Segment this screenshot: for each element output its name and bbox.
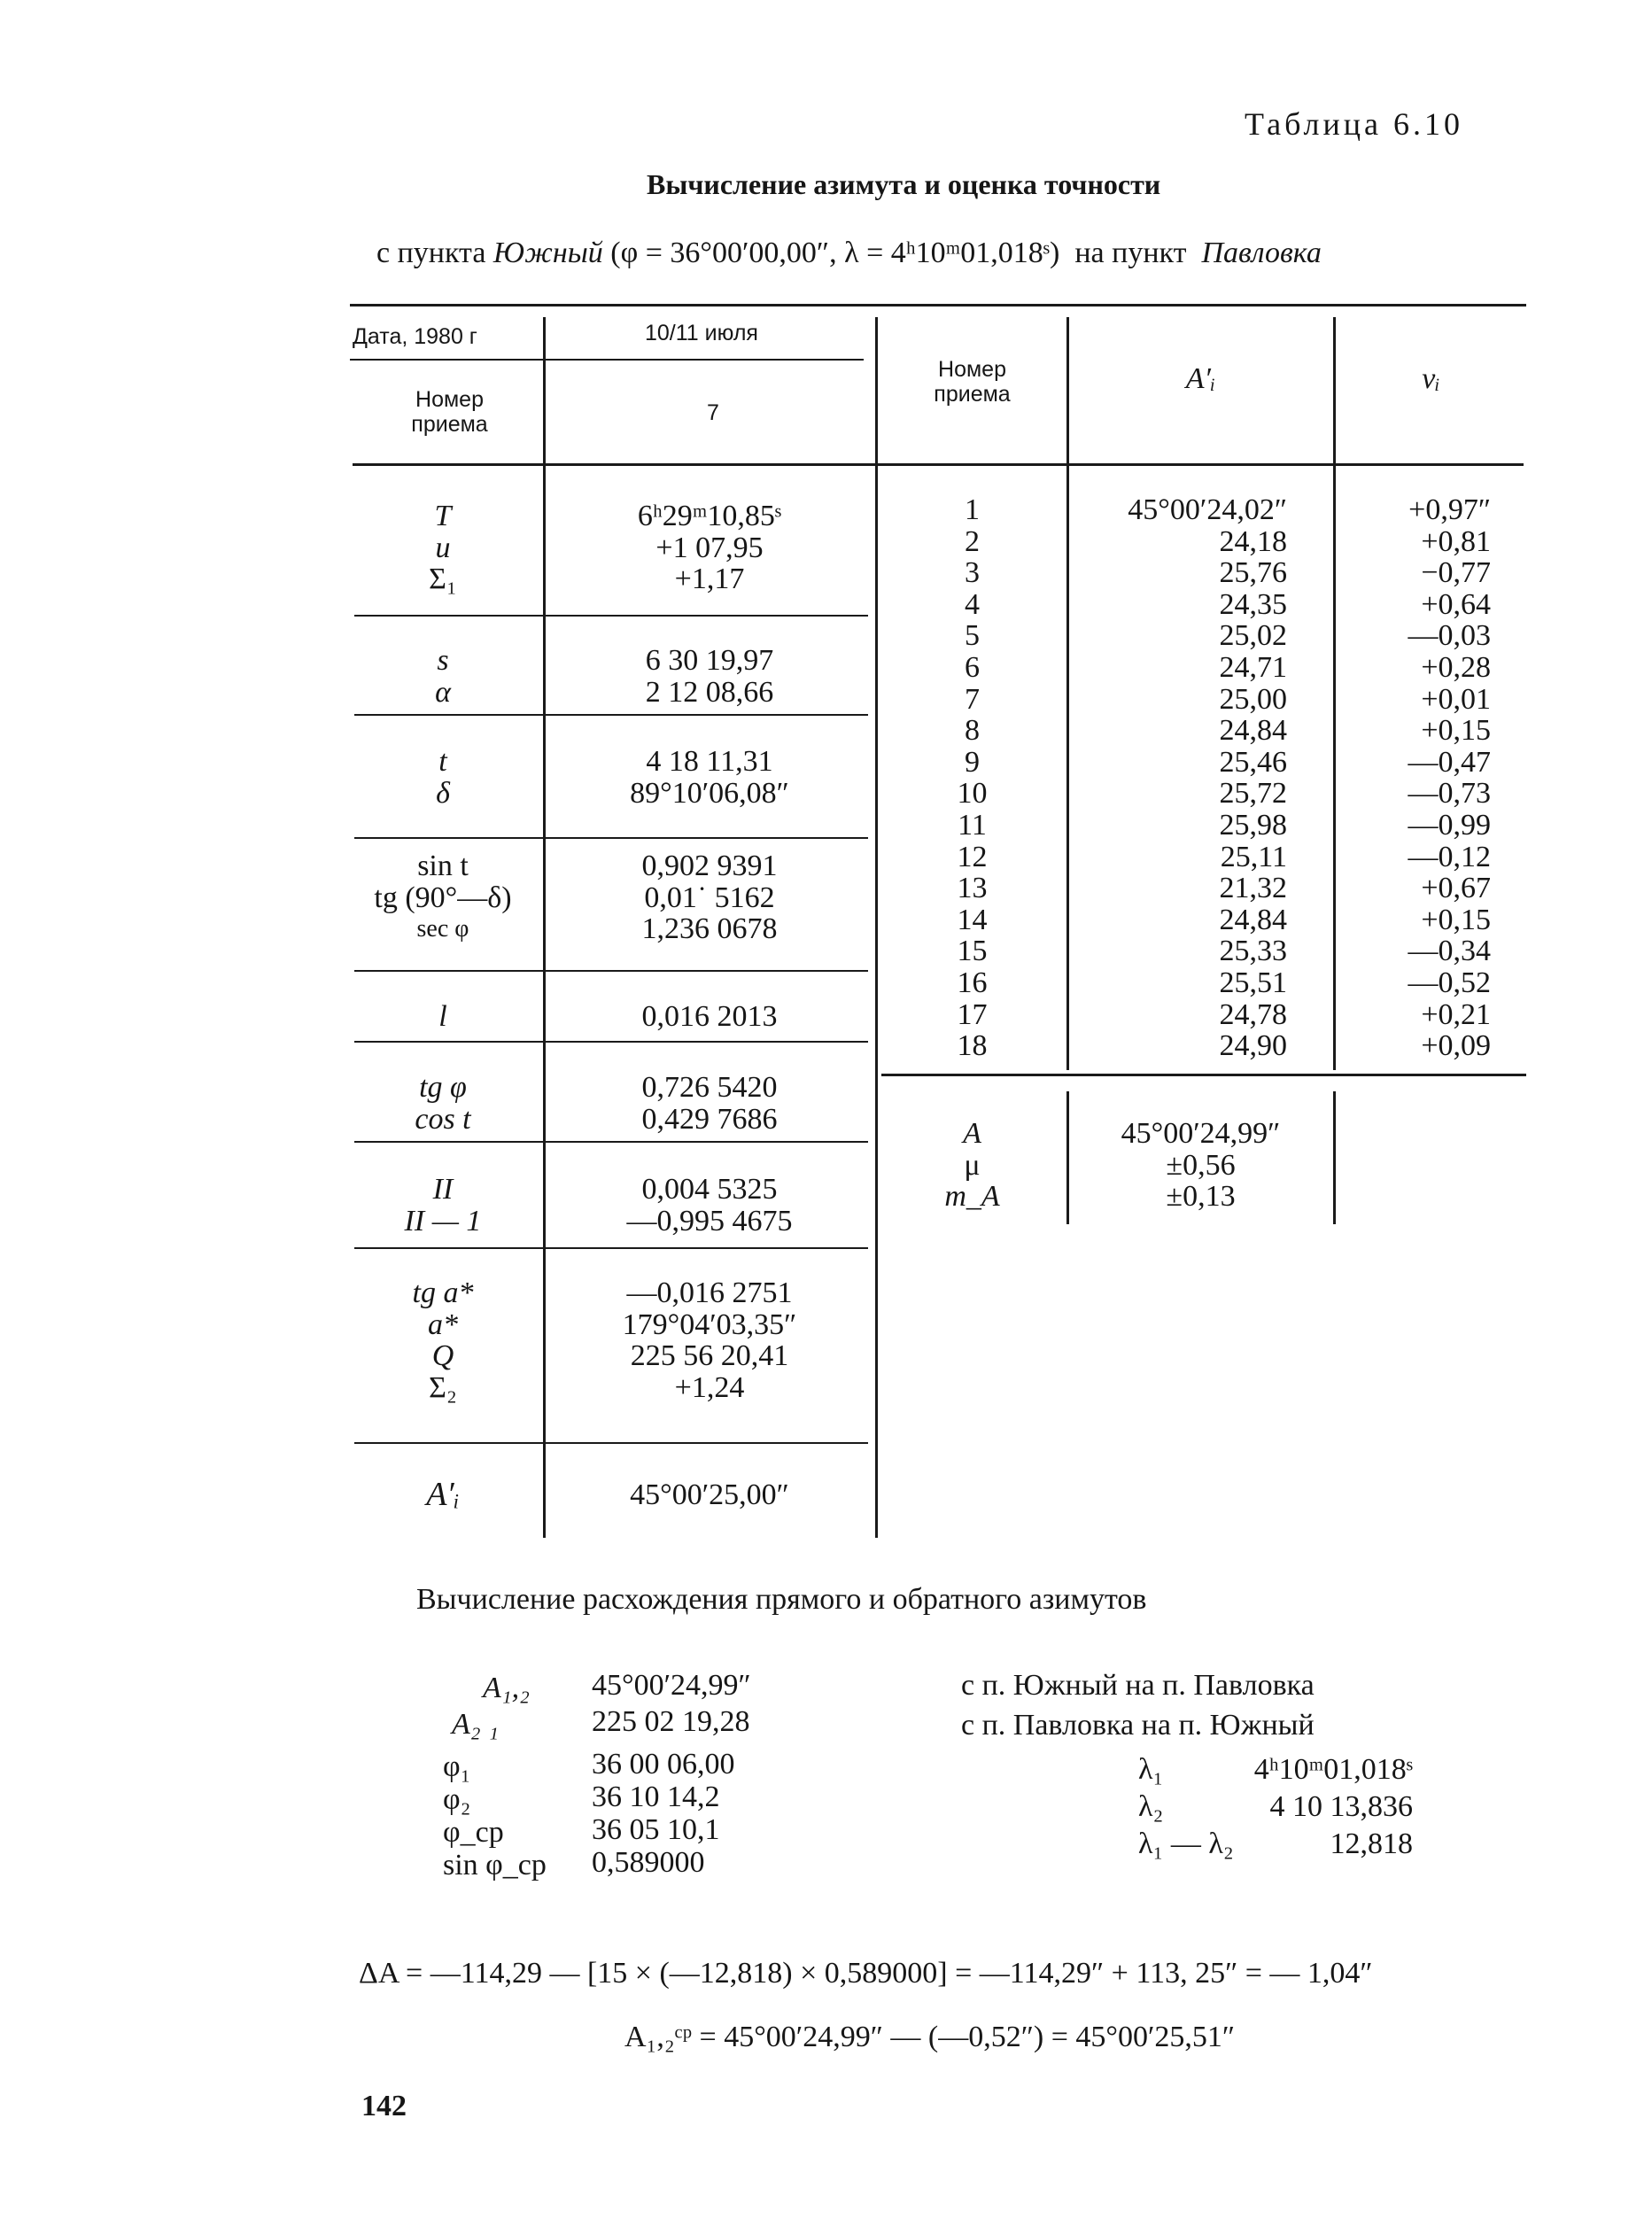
right-reception-header: Номер приема: [934, 357, 1011, 407]
left-values-g4: 0,016 2013: [641, 1000, 778, 1033]
label-sigma1: Σ₁: [429, 563, 457, 596]
reception-number: 17: [957, 997, 988, 1031]
reception-value: 7: [707, 400, 719, 425]
discrepancy-labels: A₁,₂ A₂ ₁ φ₁ φ₂ φ_ср sin φ_ср: [443, 1672, 547, 1881]
table-label: Таблица 6.10: [1245, 106, 1463, 142]
azimuth-value: 24,84: [1219, 903, 1287, 936]
value-T: 6ʰ29ᵐ10,85ˢ: [637, 500, 782, 532]
right-v-values: [1336, 494, 1491, 1062]
page-title: Вычисление азимута и оценка точности: [647, 168, 1161, 200]
reception-number: 12: [957, 840, 988, 873]
lambda-values: 4ʰ10ᵐ01,018ˢ 4 10 13,836 12,818: [1253, 1753, 1413, 1860]
azimuth-value: 25,98: [1219, 808, 1287, 842]
azimuth-value: 25,02: [1219, 619, 1287, 653]
discrepancy-values: 45°00′24,99″ 225 02 19,28 36 00 06,00 36 10 14,2 36 05 10,1 0,589000: [592, 1669, 751, 1879]
group-rule: [354, 714, 868, 716]
reception-number: 2: [965, 524, 980, 558]
label-A: A: [963, 1117, 981, 1150]
group-rule: [354, 1247, 868, 1249]
residual-value: +0,15: [1421, 714, 1491, 748]
date-label: Дата, 1980 г: [353, 324, 477, 349]
left-date-rule: [350, 359, 864, 361]
residual-value: —0,12: [1408, 840, 1491, 873]
reception-number: 6: [965, 650, 980, 684]
left-labels-g1: s α: [435, 644, 451, 709]
residual-value: +0,81: [1421, 524, 1491, 558]
residual-value: —0,47: [1408, 745, 1491, 779]
reception-number: 7: [965, 682, 980, 716]
formula-delta-A: ΔA = —114,29 — [15 × (—12,818) × 0,589000] = —114,29″ + 113, 25″ = — 1,04″: [359, 1957, 1373, 1990]
station-to: Павловка: [1201, 237, 1322, 269]
left-values-g2: 4 18 11,31 89°10′06,08″: [630, 745, 789, 810]
label-u: u: [435, 531, 451, 564]
azimuth-value: 25,76: [1219, 556, 1287, 590]
label-mu: μ: [964, 1148, 981, 1182]
residual-value: +0,64: [1421, 587, 1491, 621]
left-labels-g8: A′ᵢ: [426, 1476, 460, 1513]
azimuth-value: 24,35: [1219, 587, 1287, 621]
lambda-labels: λ₁ λ₂ λ₁ — λ₂: [1138, 1753, 1234, 1860]
azimuth-value: 25,11: [1220, 840, 1287, 873]
azimuth-value: 24,90: [1219, 1029, 1287, 1063]
left-labels-g4: l: [438, 1000, 447, 1033]
left-values-g1: 6 30 19,97 2 12 08,66: [645, 644, 774, 709]
value-mu: ±0,56: [1166, 1148, 1236, 1182]
azimuth-value: 25,72: [1219, 777, 1287, 811]
azimuth-value: 25,46: [1219, 745, 1287, 779]
residual-value: +0,21: [1421, 997, 1491, 1031]
left-values-g3: 0,902 9391 0,01˙ 5162 1,236 0678: [641, 850, 778, 946]
reception-number: 14: [957, 903, 988, 936]
left-labels-g0: [354, 500, 531, 595]
right-summary-rule: [881, 1074, 1526, 1076]
reception-number: 13: [957, 872, 988, 905]
left-values-g0: [545, 500, 874, 595]
reception-label: Номер приема: [411, 387, 488, 437]
azimuth-value: 24,78: [1219, 997, 1287, 1031]
left-values-g5: 0,726 5420 0,429 7686: [641, 1071, 778, 1136]
left-labels-g2: t δ: [436, 745, 450, 810]
residual-value: −0,77: [1421, 556, 1491, 590]
right-A-values: [1070, 494, 1287, 1062]
date-value: 10/11 июля: [645, 321, 758, 345]
value-u: +1 07,95: [655, 531, 764, 564]
azimuth-value: 24,18: [1219, 524, 1287, 558]
note-forward: с п. Южный на п. Павловка: [961, 1669, 1315, 1702]
value-A: 45°00′24,99″: [1121, 1117, 1281, 1150]
azimuth-value: 21,32: [1219, 872, 1287, 905]
azimuth-value: 24,71: [1219, 650, 1287, 684]
right-numbers: [881, 494, 1063, 1062]
residual-value: +0,28: [1421, 650, 1491, 684]
group-rule: [354, 1141, 868, 1143]
residual-value: —0,73: [1408, 777, 1491, 811]
page-subtitle: с пункта Южный (φ = 36°00′00,00″, λ = 4ʰ10ᵐ01,018ˢ) на пункт Павловка: [376, 237, 1322, 269]
group-rule: [354, 970, 868, 972]
reception-number: 15: [957, 935, 988, 968]
station-from: Южный: [492, 237, 603, 269]
residual-value: —0,34: [1408, 935, 1491, 968]
right-summary-divider-1: [1066, 1091, 1069, 1224]
residual-value: +0,97″: [1408, 493, 1491, 526]
azimuth-value: 24,84: [1219, 714, 1287, 748]
group-rule: [354, 1041, 868, 1043]
value-mA: ±0,13: [1166, 1180, 1236, 1214]
residual-value: +0,67: [1421, 872, 1491, 905]
value-sigma1: +1,17: [674, 563, 745, 596]
label-mA: m_A: [944, 1180, 1000, 1214]
reception-number: 9: [965, 745, 980, 779]
reception-number: 16: [957, 966, 988, 999]
group-rule: [354, 1442, 868, 1444]
reception-number: 10: [957, 777, 988, 811]
discrepancy-title: Вычисление расхождения прямого и обратного азимутов: [416, 1583, 1147, 1616]
residual-value: +0,01: [1421, 682, 1491, 716]
formula-A-cp: A₁,₂ᶜᵖ = 45°00′24,99″ — (—0,52″) = 45°00′25,51″: [624, 2021, 1236, 2053]
right-summary-labels: [881, 1118, 1063, 1213]
group-rule: [354, 837, 868, 839]
note-reverse: с п. Павловка на п. Южный: [961, 1709, 1315, 1742]
page-number: 142: [361, 2090, 407, 2122]
residual-value: —0,52: [1408, 966, 1491, 999]
reception-number: 4: [965, 587, 980, 621]
left-labels-g7: tg a* a* Q Σ₂: [412, 1276, 474, 1404]
reception-number: 5: [965, 619, 980, 653]
left-values-g8: 45°00′25,00″: [630, 1478, 789, 1511]
azimuth-value: 25,51: [1219, 966, 1287, 999]
left-labels-g5: tg φ cos t: [415, 1071, 471, 1136]
left-values-g7: —0,016 2751 179°04′03,35″ 225 56 20,41 +1,24: [622, 1276, 797, 1404]
right-col-divider-1: [1066, 317, 1069, 1070]
azimuth-value: 25,33: [1219, 935, 1287, 968]
reception-number: 8: [965, 714, 980, 748]
right-summary-values: [1070, 1118, 1331, 1213]
left-labels-g3: sin t tg (90°—δ) sec φ: [374, 850, 512, 943]
right-A-header: A′ᵢ: [1185, 362, 1216, 395]
left-values-g6: 0,004 5325 —0,995 4675: [626, 1173, 793, 1238]
reception-number: 1: [965, 493, 980, 526]
reception-number: 18: [957, 1029, 988, 1063]
azimuth-value: 45°00′24,02″: [1128, 493, 1287, 526]
residual-value: +0,15: [1421, 903, 1491, 936]
right-v-header: vᵢ: [1422, 362, 1440, 395]
reception-number: 11: [958, 808, 987, 842]
group-rule: [354, 615, 868, 617]
table-center-divider: [875, 317, 878, 1538]
header-bottom-rule: [353, 463, 1524, 466]
reception-number: 3: [965, 556, 980, 590]
azimuth-value: 25,00: [1219, 682, 1287, 716]
station-coords: (φ = 36°00′00,00″, λ = 4ʰ10ᵐ01,018ˢ): [610, 237, 1060, 269]
right-summary-divider-2: [1333, 1091, 1336, 1224]
residual-value: —0,03: [1408, 619, 1491, 653]
table-top-rule: [350, 304, 1526, 306]
left-labels-g6: II II — 1: [404, 1173, 482, 1238]
residual-value: +0,09: [1421, 1029, 1491, 1063]
label-T: T: [434, 500, 452, 532]
residual-value: —0,99: [1408, 808, 1491, 842]
